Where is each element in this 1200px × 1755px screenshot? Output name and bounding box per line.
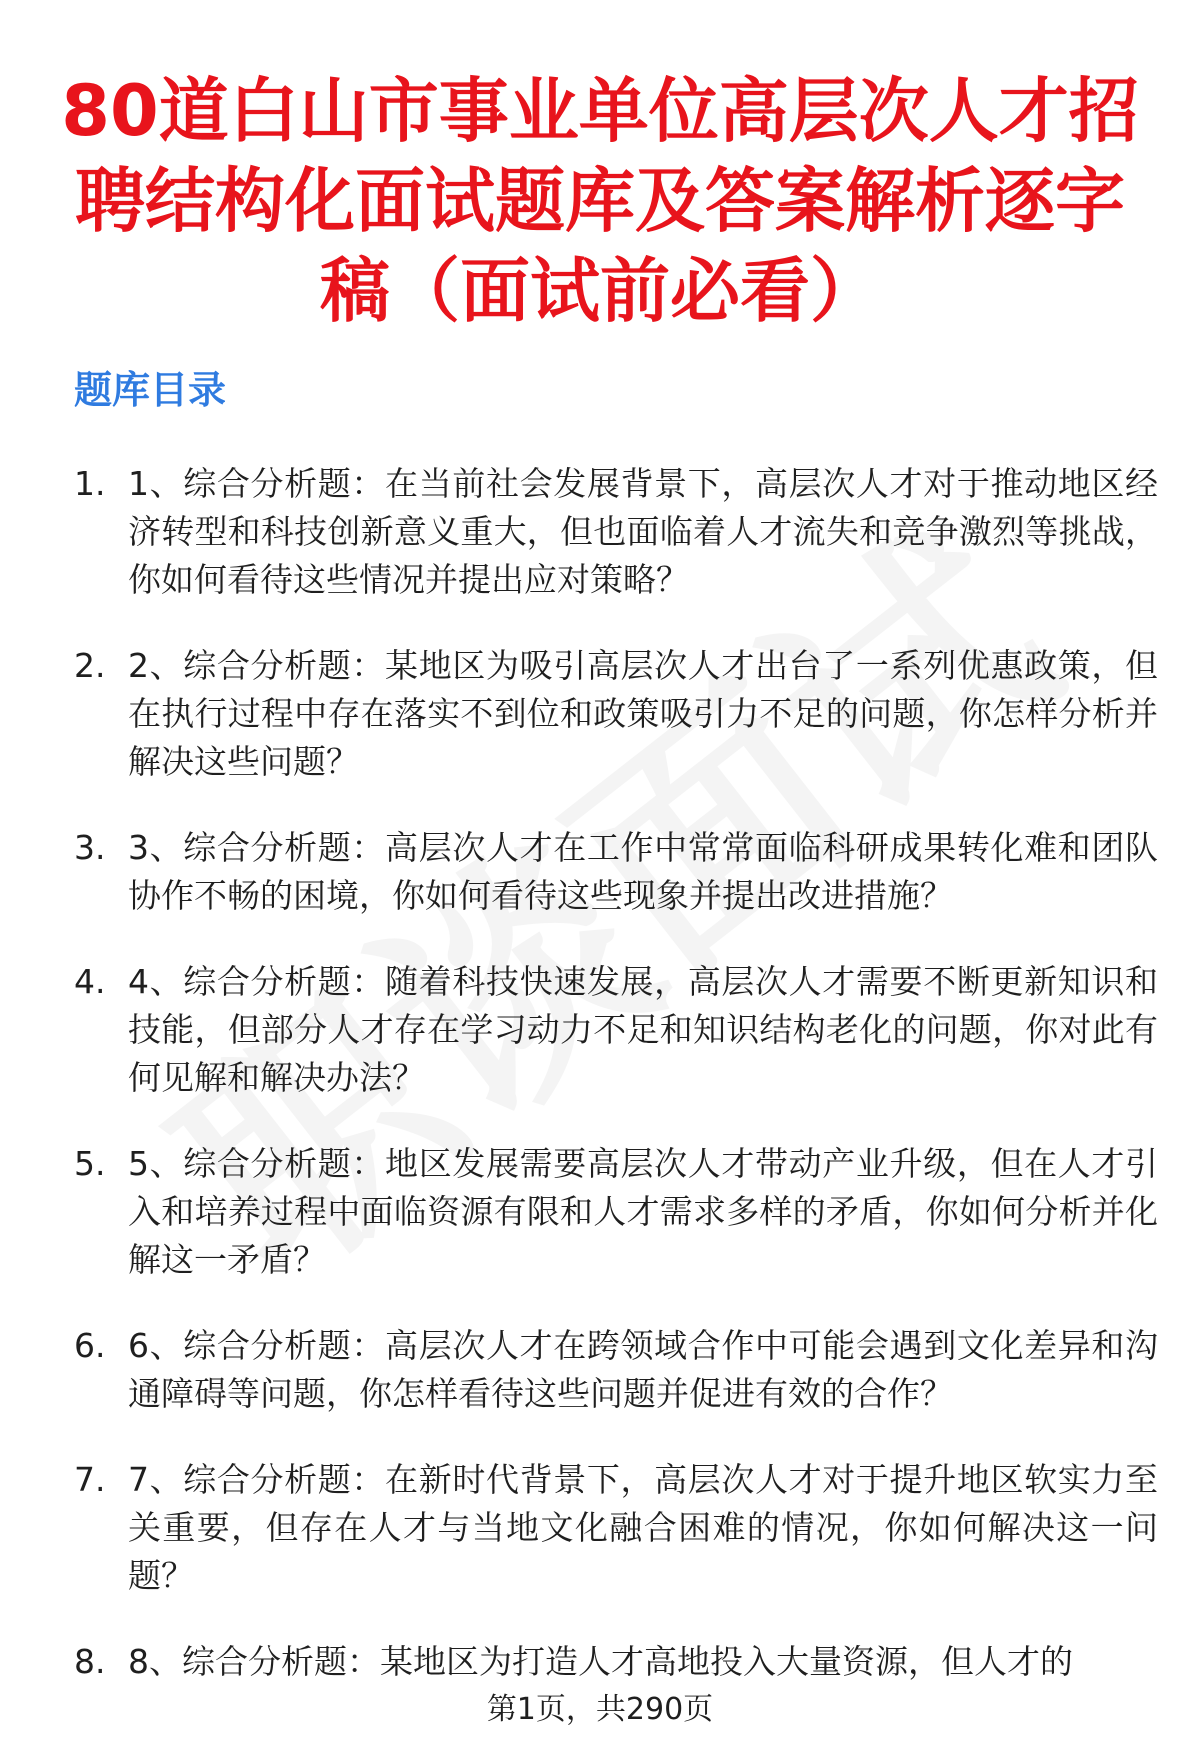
list-item — [0, 824, 1200, 920]
list-item-text: 1、综合分析题：在当前社会发展背景下，高层次人才对于推动地区经济转型和科技创新意义重大，但也面临着人才流失和竞争激烈等挑战，你如何看待这些情况并提出应对策略？ — [128, 464, 1158, 599]
list-item-text: 2、综合分析题：某地区为吸引高层次人才出台了一系列优惠政策，但在执行过程中存在落实不到位和政策吸引力不足的问题，你怎样分析并解决这些问题？ — [128, 646, 1158, 781]
list-item — [0, 1140, 1200, 1284]
list-item-number: 8. — [74, 1642, 106, 1681]
list-item-text: 3、综合分析题：高层次人才在工作中常常面临科研成果转化难和团队协作不畅的困境，你如何看待这些现象并提出改进措施？ — [128, 828, 1158, 915]
list-item-number: 6. — [74, 1326, 106, 1365]
list-item — [0, 1638, 1200, 1686]
list-item-text: 8、综合分析题：某地区为打造人才高地投入大量资源，但人才的 — [128, 1642, 1073, 1681]
list-item-text: 7、综合分析题：在新时代背景下，高层次人才对于提升地区软实力至关重要，但存在人才与当地文化融合困难的情况，你如何解决这一问题？ — [128, 1460, 1158, 1595]
list-item — [0, 1322, 1200, 1418]
list-item — [0, 642, 1200, 786]
list-item-text: 4、综合分析题：随着科技快速发展，高层次人才需要不断更新知识和技能，但部分人才存在学习动力不足和知识结构老化的问题，你对此有何见解和解决办法？ — [128, 962, 1158, 1097]
list-item-number: 4. — [74, 962, 106, 1001]
document-title: 80道白山市事业单位高层次人才招聘结构化面试题库及答案解析逐字稿（面试前必看） — [61, 70, 1139, 332]
list-item-number: 7. — [74, 1460, 106, 1499]
list-item-text: 5、综合分析题：地区发展需要高层次人才带动产业升级，但在人才引入和培养过程中面临资源有限和人才需求多样的矛盾，你如何分析并化解这一矛盾？ — [128, 1144, 1158, 1279]
list-item — [0, 1456, 1200, 1600]
list-item — [0, 460, 1200, 604]
list-item-number: 5. — [74, 1144, 106, 1183]
list-item — [0, 958, 1200, 1102]
page-footer: 第1页，共290页 — [486, 1692, 714, 1727]
list-item-text: 6、综合分析题：高层次人才在跨领域合作中可能会遇到文化差异和沟通障碍等问题，你怎样看待这些问题并促进有效的合作？ — [128, 1326, 1158, 1413]
list-item-number: 3. — [74, 828, 106, 867]
section-heading: 题库目录 — [74, 368, 227, 412]
list-item-number: 1. — [74, 464, 106, 503]
list-item-number: 2. — [74, 646, 106, 685]
question-list — [0, 460, 1200, 1724]
